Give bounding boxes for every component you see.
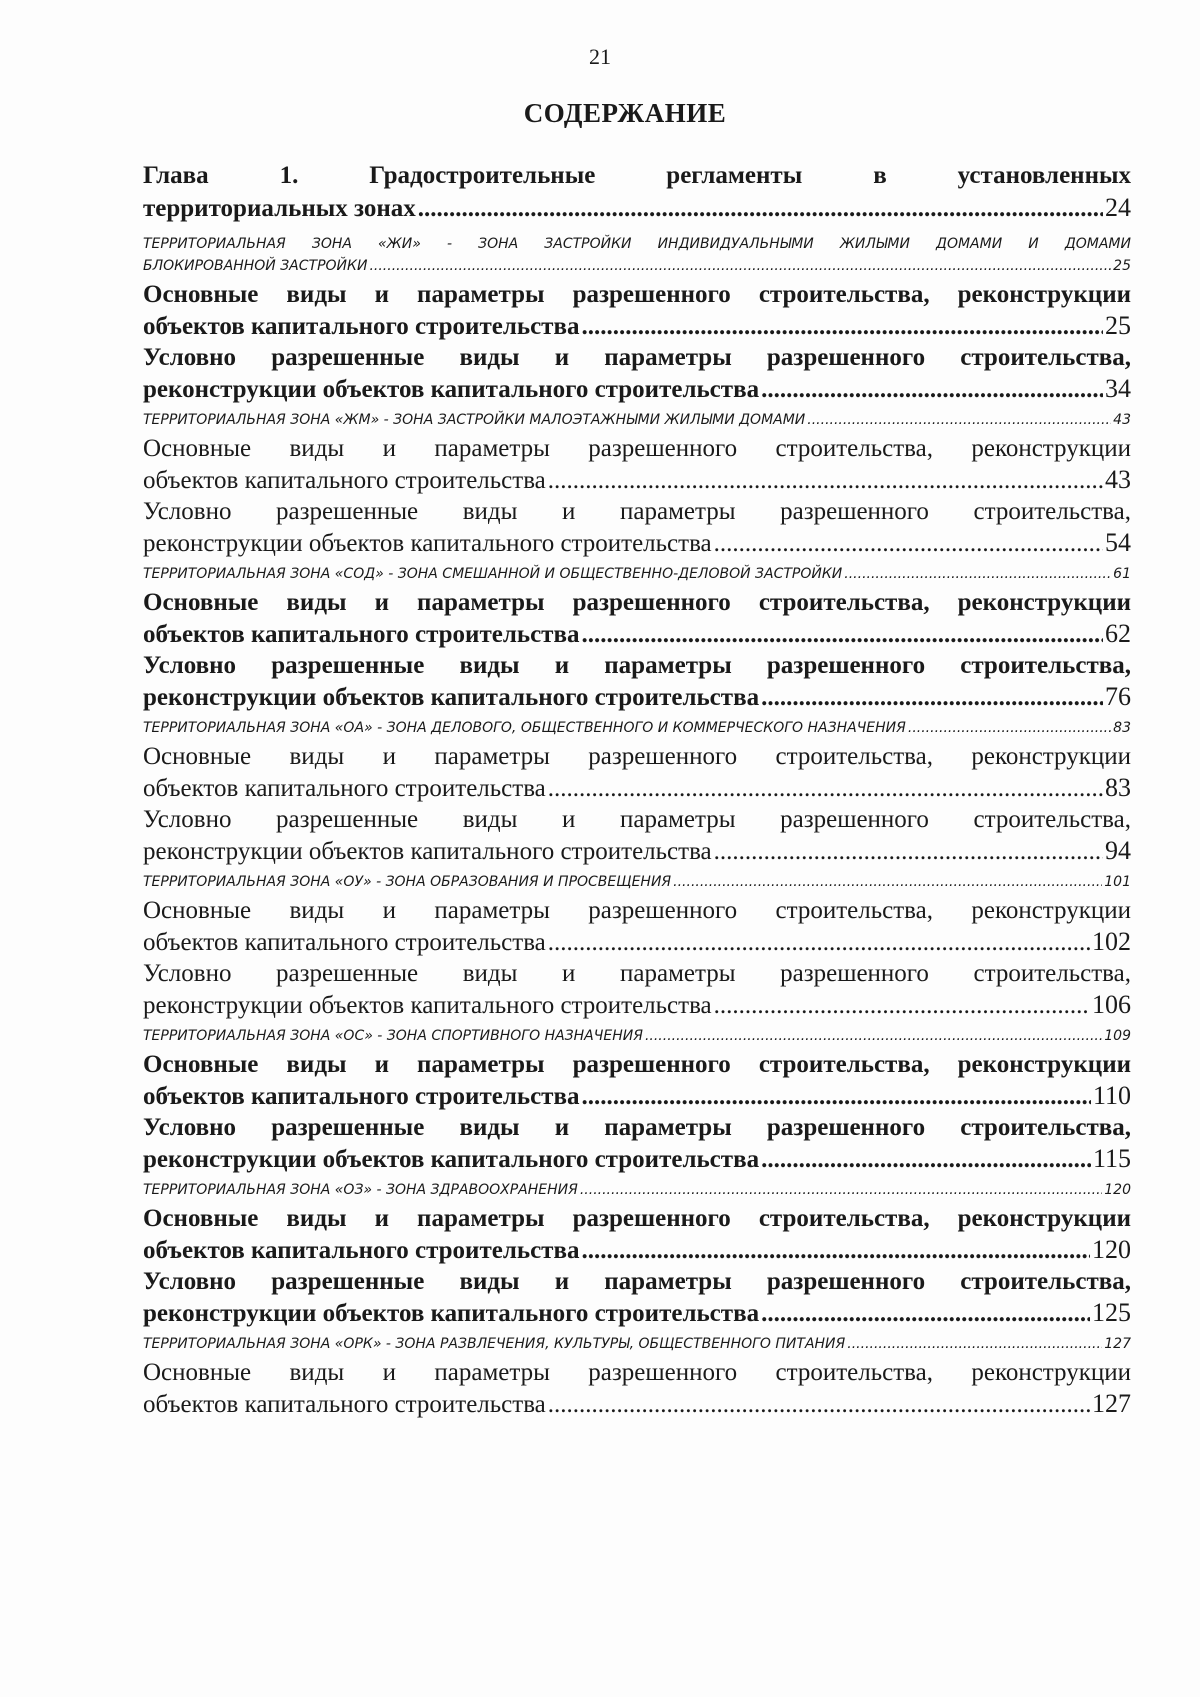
toc-subsection-entry[interactable] <box>143 1357 1131 1420</box>
toc-entry-line: ТЕРРИТОРИАЛЬНАЯ ЗОНА «ОРК» - ЗОНА РАЗВЛЕЧЕНИЯ, КУЛЬТУРЫ, ОБЩЕСТВЕННОГО ПИТАНИЯ <box>143 1336 846 1352</box>
toc-page-ref: 25 <box>1113 258 1131 274</box>
toc-page-ref: 76 <box>1105 682 1131 711</box>
toc-subsection-entry[interactable] <box>143 1203 1131 1266</box>
dot-leader <box>581 311 1103 342</box>
toc-entry-line: реконструкции объектов капитального строительства <box>143 684 760 711</box>
toc-page-ref: 61 <box>1113 566 1131 582</box>
toc-entry-line: территориальных зонах <box>143 195 416 222</box>
toc-page-ref: 127 <box>1104 1336 1131 1352</box>
toc-subsection-entry[interactable] <box>143 496 1131 559</box>
dot-leader <box>548 465 1103 496</box>
dot-leader <box>908 717 1111 739</box>
toc-entry-line: Основные виды и параметры разрешенного строительства, реконструкции <box>143 743 1131 770</box>
toc-entry-line: реконструкции объектов капитального строительства <box>143 1146 760 1173</box>
toc-subsection-entry[interactable] <box>143 1049 1131 1112</box>
toc-page-ref: 43 <box>1113 412 1131 428</box>
toc-page-ref: 109 <box>1104 1028 1131 1044</box>
toc-entry-line: Глава 1. Градостроительные регламенты в установленных <box>143 162 1131 189</box>
toc-page-ref: 125 <box>1092 1298 1131 1327</box>
dot-leader <box>418 193 1103 225</box>
toc-entry-line: Условно разрешенные виды и параметры разрешенного строительства, <box>143 344 1131 371</box>
toc-entry-line: объектов капитального строительства <box>143 313 580 340</box>
toc-entry-line: ТЕРРИТОРИАЛЬНАЯ ЗОНА «ОЗ» - ЗОНА ЗДРАВООХРАНЕНИЯ <box>143 1182 578 1198</box>
toc-entry-line: Основные виды и параметры разрешенного строительства, реконструкции <box>143 1051 1131 1078</box>
dot-leader <box>581 619 1103 650</box>
dot-leader <box>673 871 1102 893</box>
toc-entry-line: реконструкции объектов капитального строительства <box>143 1300 760 1327</box>
toc-page-ref: 62 <box>1105 619 1131 648</box>
toc-page-ref: 106 <box>1092 990 1131 1019</box>
toc-entry-line: реконструкции объектов капитального строительства <box>143 838 712 865</box>
page-number: 21 <box>589 44 611 69</box>
toc-page-ref: 127 <box>1092 1389 1131 1418</box>
toc-entry-line: Основные виды и параметры разрешенного строительства, реконструкции <box>143 435 1131 462</box>
toc-entry-line: Условно разрешенные виды и параметры разрешенного строительства, <box>143 1114 1131 1141</box>
toc-page-ref: 120 <box>1104 1182 1131 1198</box>
toc-entry-line: объектов капитального строительства <box>143 621 580 648</box>
toc-entry-line: ТЕРРИТОРИАЛЬНАЯ ЗОНА «СОД» - ЗОНА СМЕШАННОЙ И ОБЩЕСТВЕННО-ДЕЛОВОЙ ЗАСТРОЙКИ <box>143 566 843 582</box>
dot-leader <box>761 682 1103 713</box>
toc-subsection-entry[interactable] <box>143 650 1131 713</box>
toc-entry-line: ТЕРРИТОРИАЛЬНАЯ ЗОНА «ОА» - ЗОНА ДЕЛОВОГО, ОБЩЕСТВЕННОГО И КОММЕРЧЕСКОГО НАЗНАЧЕНИЯ <box>143 720 906 736</box>
table-of-contents <box>143 160 1131 1420</box>
toc-page-ref: 34 <box>1105 374 1131 403</box>
toc-entry-line: Условно разрешенные виды и параметры разрешенного строительства, <box>143 806 1131 833</box>
toc-entry-line: объектов капитального строительства <box>143 467 546 494</box>
toc-zone-entry[interactable] <box>143 717 1131 739</box>
toc-subsection-entry[interactable] <box>143 342 1131 405</box>
toc-entry-line: объектов капитального строительства <box>143 1083 580 1110</box>
toc-subsection-entry[interactable] <box>143 279 1131 342</box>
toc-subsection-entry[interactable] <box>143 958 1131 1021</box>
dot-leader <box>807 409 1111 431</box>
toc-subsection-entry[interactable] <box>143 1266 1131 1329</box>
toc-entry-line: Основные виды и параметры разрешенного строительства, реконструкции <box>143 1205 1131 1232</box>
toc-entry-line: Условно разрешенные виды и параметры разрешенного строительства, <box>143 1268 1131 1295</box>
dot-leader <box>714 990 1090 1021</box>
toc-page-ref: 120 <box>1092 1235 1131 1264</box>
dot-leader <box>714 528 1103 559</box>
dot-leader <box>844 563 1111 585</box>
dot-leader <box>580 1179 1102 1201</box>
toc-subsection-entry[interactable] <box>143 587 1131 650</box>
dot-leader <box>761 1298 1090 1329</box>
toc-subsection-entry[interactable] <box>143 433 1131 496</box>
toc-page-ref: 43 <box>1105 465 1131 494</box>
toc-entry-line: БЛОКИРОВАННОЙ ЗАСТРОЙКИ <box>143 258 368 274</box>
toc-zone-entry[interactable] <box>143 1179 1131 1201</box>
toc-entry-line: Основные виды и параметры разрешенного строительства, реконструкции <box>143 1359 1131 1386</box>
dot-leader <box>548 773 1103 804</box>
toc-entry-line: объектов капитального строительства <box>143 929 546 956</box>
toc-page-ref: 115 <box>1092 1144 1131 1173</box>
toc-entry-line: реконструкции объектов капитального строительства <box>143 376 760 403</box>
toc-zone-entry[interactable] <box>143 1333 1131 1355</box>
dot-leader <box>645 1025 1102 1047</box>
toc-page-ref: 83 <box>1113 720 1131 736</box>
dot-leader <box>761 374 1103 405</box>
toc-entry-line: объектов капитального строительства <box>143 1391 546 1418</box>
toc-page-ref: 110 <box>1092 1081 1131 1110</box>
dot-leader <box>548 927 1090 958</box>
toc-subsection-entry[interactable] <box>143 804 1131 867</box>
toc-entry-line: объектов капитального строительства <box>143 1237 580 1264</box>
toc-page-ref: 83 <box>1105 773 1131 802</box>
toc-page-ref: 101 <box>1104 874 1131 890</box>
toc-entry-line: ТЕРРИТОРИАЛЬНАЯ ЗОНА «ОУ» - ЗОНА ОБРАЗОВАНИЯ И ПРОСВЕЩЕНИЯ <box>143 874 672 890</box>
toc-page-ref: 24 <box>1105 193 1131 222</box>
toc-entry-line: ТЕРРИТОРИАЛЬНАЯ ЗОНА «ЖИ» - ЗОНА ЗАСТРОЙКИ ИНДИВИДУАЛЬНЫМИ ЖИЛЫМИ ДОМАМИ И ДОМАМИ <box>143 236 1131 252</box>
toc-subsection-entry[interactable] <box>143 895 1131 958</box>
dot-leader <box>581 1235 1090 1266</box>
toc-subsection-entry[interactable] <box>143 1112 1131 1175</box>
toc-entry-line: ТЕРРИТОРИАЛЬНАЯ ЗОНА «ЖМ» - ЗОНА ЗАСТРОЙКИ МАЛОЭТАЖНЫМИ ЖИЛЫМИ ДОМАМИ <box>143 412 806 428</box>
toc-page-ref: 54 <box>1105 528 1131 557</box>
dot-leader <box>369 255 1111 277</box>
toc-zone-entry[interactable] <box>143 563 1131 585</box>
toc-entry-line: объектов капитального строительства <box>143 775 546 802</box>
toc-entry-line: реконструкции объектов капитального строительства <box>143 992 712 1019</box>
dot-leader <box>847 1333 1102 1355</box>
toc-subsection-entry[interactable] <box>143 741 1131 804</box>
toc-zone-entry[interactable] <box>143 233 1131 277</box>
toc-zone-entry[interactable] <box>143 871 1131 893</box>
dot-leader <box>714 836 1103 867</box>
dot-leader <box>761 1144 1091 1175</box>
toc-zone-entry[interactable] <box>143 1025 1131 1047</box>
toc-entry-line: Основные виды и параметры разрешенного строительства, реконструкции <box>143 897 1131 924</box>
toc-entry-line: Основные виды и параметры разрешенного строительства, реконструкции <box>143 589 1131 616</box>
toc-zone-entry[interactable] <box>143 409 1131 431</box>
toc-title: СОДЕРЖАНИЕ <box>523 98 727 128</box>
toc-entry-line: ТЕРРИТОРИАЛЬНАЯ ЗОНА «ОС» - ЗОНА СПОРТИВНОГО НАЗНАЧЕНИЯ <box>143 1028 643 1044</box>
toc-page-ref: 94 <box>1105 836 1131 865</box>
dot-leader <box>581 1081 1090 1112</box>
toc-entry-line: Условно разрешенные виды и параметры разрешенного строительства, <box>143 498 1131 525</box>
toc-entry-line: реконструкции объектов капитального строительства <box>143 530 712 557</box>
toc-page-ref: 102 <box>1092 927 1131 956</box>
toc-entry-line: Условно разрешенные виды и параметры разрешенного строительства, <box>143 652 1131 679</box>
toc-entry-line: Основные виды и параметры разрешенного строительства, реконструкции <box>143 281 1131 308</box>
toc-entry-line: Условно разрешенные виды и параметры разрешенного строительства, <box>143 960 1131 987</box>
toc-page-ref: 25 <box>1105 311 1131 340</box>
dot-leader <box>548 1389 1090 1420</box>
toc-chapter-entry[interactable] <box>143 160 1131 225</box>
